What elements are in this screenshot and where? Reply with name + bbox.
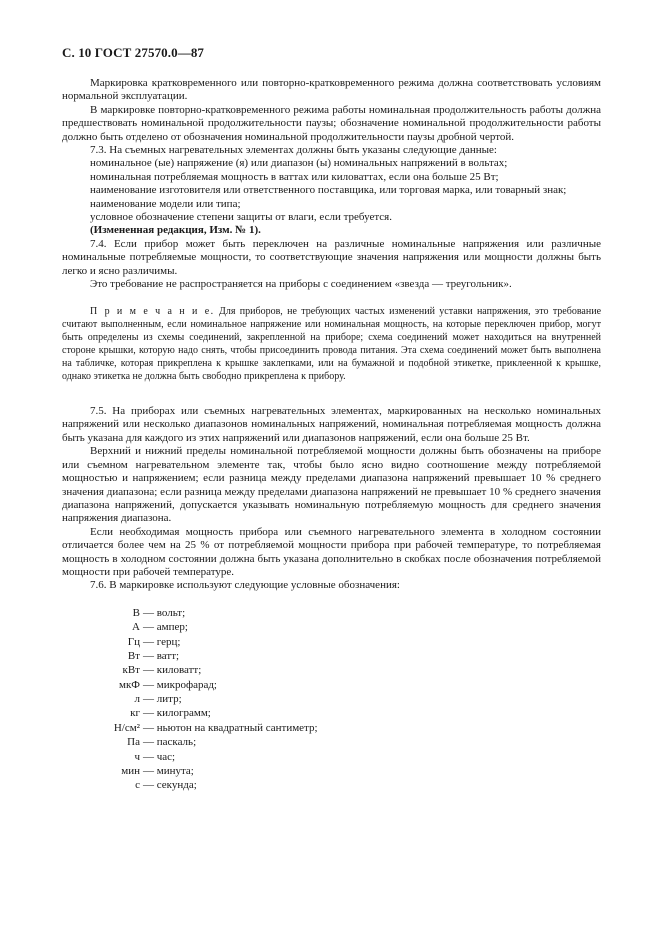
- symbol-description: — паскаль;: [143, 736, 197, 749]
- symbol-abbr: ч: [134, 750, 140, 763]
- symbol-row: [62, 735, 601, 749]
- symbol-row: [62, 663, 601, 677]
- symbol-description: — килограмм;: [143, 707, 211, 720]
- symbol-description: — ньютон на квадратный сантиметр;: [143, 721, 318, 734]
- symbols-list: [62, 606, 601, 793]
- symbol-description: — микрофарад;: [143, 678, 217, 691]
- symbol-row: [62, 692, 601, 706]
- symbol-description: — вольт;: [143, 606, 186, 619]
- symbol-row: [62, 649, 601, 663]
- paragraph-cold-state: Если необходимая мощность прибора или съемного нагревательного элемента в холодном состоянии отличается более чем на 25 % от потребляемой мощности прибора при рабочей температуре, то потребляемая мощность в холодном состоянии должна быть указана дополнительно в скобках после обозначения потребляемой мощности при рабочей температуре.: [62, 525, 601, 578]
- symbol-abbr: Па: [127, 736, 140, 749]
- symbol-abbr: Н/см²: [113, 721, 140, 734]
- list-item-protection: условное обозначение степени защиты от влаги, если требуется.: [90, 211, 392, 224]
- clause-7-5: 7.5. На приборах или съемных нагревательных элементах, маркированных на несколько номинальных напряжений или несколько диапазонов номинальных напряжений, номинальная потребляемая мощность должна быть указана для каждого из этих напряжений или диапазонов напряжений, если она больше 25 Вт.: [62, 405, 601, 444]
- symbol-row: [62, 606, 601, 620]
- symbol-abbr: л: [134, 693, 140, 706]
- symbol-row: [62, 778, 601, 792]
- symbol-row: [62, 678, 601, 692]
- page-header: С. 10 ГОСТ 27570.0—87: [62, 45, 205, 60]
- list-item-model: наименование модели или типа;: [90, 197, 241, 210]
- symbol-abbr: кВт: [122, 664, 140, 677]
- clause-7-3: 7.3. На съемных нагревательных элементах должны быть указаны следующие данные:: [90, 144, 497, 157]
- symbol-abbr: Вт: [127, 649, 140, 662]
- symbol-row: [62, 764, 601, 778]
- list-item-voltage: номинальное (ые) напряжение (я) или диапазон (ы) номинальных напряжений в вольтах;: [90, 157, 508, 170]
- symbol-abbr: с: [135, 779, 140, 792]
- symbol-description: — минута;: [143, 765, 194, 778]
- amendment-note: (Измененная редакция, Изм. № 1).: [90, 224, 261, 237]
- paragraph-power-limits: Верхний и нижний пределы номинальной потребляемой мощности должны быть обозначены на приборе или съемном нагревательном элементе так, чтобы было ясно видно соотношение между потребляемой мощностью и напряжением; если разница между пределами диапазона напряжений превышает 10 % среднего значения диапазона; если разница между пределами диапазона напряжений не превышает 10 % среднего значения диапазона напряжений, допускается указывать номинальную потребляемую мощность для среднего значения напряжения диапазона.: [62, 445, 601, 525]
- symbol-row: [62, 620, 601, 634]
- symbol-abbr: мин: [121, 765, 140, 778]
- symbol-description: — час;: [143, 750, 176, 763]
- clause-7-6: 7.6. В маркировке используют следующие условные обозначения:: [90, 579, 400, 592]
- note-label: П р и м е ч а н и е.: [90, 305, 215, 317]
- symbol-description: — литр;: [143, 693, 182, 706]
- symbol-description: — ватт;: [143, 649, 180, 662]
- symbol-abbr: В: [132, 606, 140, 619]
- symbol-row: [62, 706, 601, 720]
- paragraph-marking-mode: Маркировка кратковременного или повторно-кратковременного режима должна соответствовать условиям нормальной эксплуатации.: [62, 77, 601, 103]
- note-block: [62, 305, 601, 384]
- paragraph-marking-duration: В маркировке повторно-кратковременного режима работы номинальная продолжительность работы должна предшествовать номинальной продолжительности паузы; обозначение номинальной продолжительности работы должно быть отделено от обозначения номинальной продолжительности паузы дробной чертой.: [62, 103, 601, 143]
- symbol-row: [62, 635, 601, 649]
- symbol-abbr: мкФ: [119, 678, 140, 691]
- clause-7-4: 7.4. Если прибор может быть переключен на различные номинальные напряжения или различные номинальные потребляемые мощности, то соответствующие значения напряжения или мощности должны быть легко и ясно различимы.: [62, 237, 601, 277]
- symbol-description: — ампер;: [143, 621, 188, 634]
- symbol-row: [62, 750, 601, 764]
- list-item-manufacturer: наименование изготовителя или ответственного поставщика, или торговая марка, или товарный знак;: [90, 184, 567, 197]
- list-item-power: номинальная потребляемая мощность в ваттах или киловаттах, если она больше 25 Вт;: [90, 170, 499, 183]
- symbol-abbr: А: [132, 621, 140, 634]
- symbol-description: — герц;: [143, 635, 181, 648]
- symbol-abbr: Гц: [127, 635, 140, 648]
- symbol-description: — киловатт;: [143, 664, 202, 677]
- paragraph-star-delta: Это требование не распространяется на приборы с соединением «звезда — треугольник».: [90, 278, 512, 291]
- symbol-description: — секунда;: [143, 779, 197, 792]
- symbol-abbr: кг: [130, 707, 140, 720]
- document-body: [62, 77, 601, 793]
- symbol-row: [62, 721, 601, 735]
- note-text: Для приборов, не требующих частых изменений уставки напряжения, это требование считают выполненным, если номинальное напряжение или номинальная мощность, на которые переключен прибор, могут быть определены из схемы соединений, закрепленной на приборе; схема соединений может находиться на внутренней стороне крышки, которую надо снять, чтобы присоединить провода питания. Эта схема соединений может быть выполнена на табличке, которая прикреплена к крышке заклепками, или на бумажной и подобной этикетке, приклеенной к крышке, однако этикетка не должна быть свободно прикреплена к прибору.: [62, 305, 602, 382]
